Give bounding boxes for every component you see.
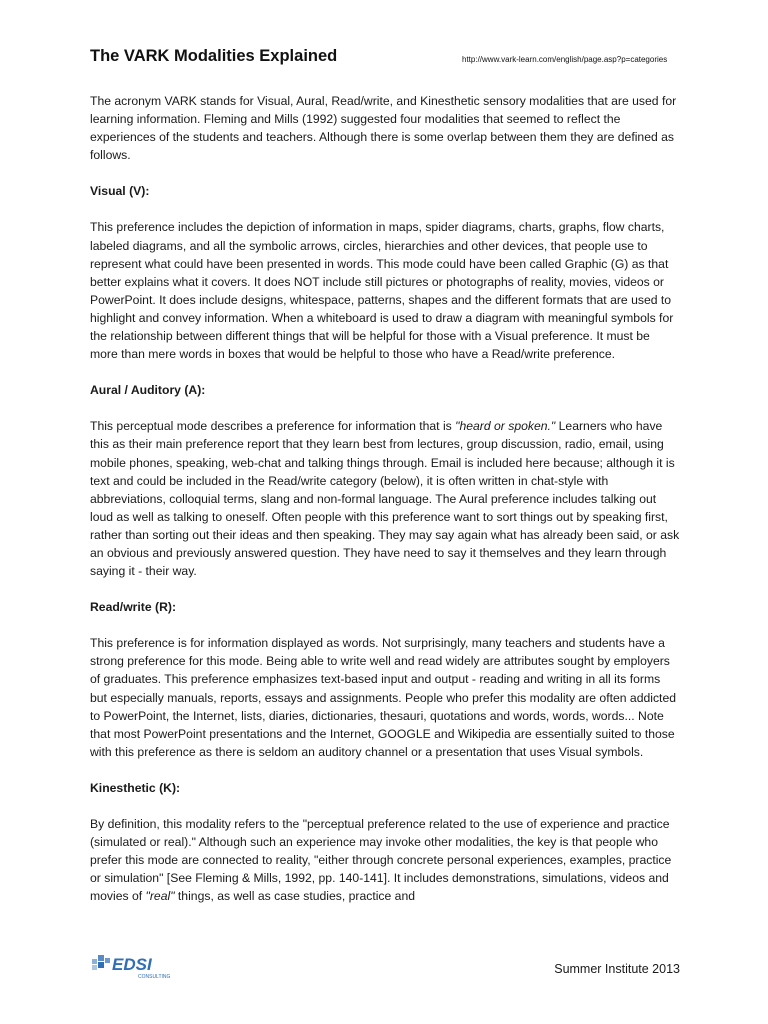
kinesthetic-text-start: By definition, this modality refers to the "perceptual preference related to the use of experience and practice (simulated or real)." Although such an experience may invoke other modalities, the key is that people who prefer this mode are connected to reality, "either through concrete personal experiences, examples, practice or simulation" [See Fleming & Mills, 1992, pp. 140-141]. It includes demonstrations, simulations, videos and movies of: [90, 817, 672, 904]
aural-heading: Aural / Auditory (A):: [90, 383, 206, 398]
readwrite-paragraph: This preference is for information displayed as words. Not surprisingly, many teachers and students have a strong preference for this mode. Being able to write well and read widely are attributes sought by employers of graduates. This preference emphasizes text-based input and output - reading and writing in all its forms but especially manuals, reports, essays and assignments. People who prefer this modality are often addicted to PowerPoint, the Internet, lists, diaries, dictionaries, thesauri, quotations and words, words, words... Note that most PowerPoint presentations and the Internet, GOOGLE and Wikipedia are essentially suited to those with this preference as there is seldom an auditory channel or a presentation that uses Visual symbols.: [90, 636, 676, 759]
logo-subtext: CONSULTING: [138, 974, 171, 979]
page-title: The VARK Modalities Explained: [90, 47, 338, 65]
logo-wordmark: EDSI: [112, 955, 152, 974]
readwrite-heading: Read/write (R):: [90, 600, 176, 615]
aural-text-end: Learners who have this as their main preference report that they learn best from lectures, group discussion, radio, email, using mobile phones, speaking, web-chat and talking things through. Email is included here because; although it is text and could be included in the Read/write category (below), it is often written in chat-style with abbreviations, colloquial terms, slang and non-formal language. The Aural preference includes talking out loud as well as talking to oneself. Often people with this preference want to sort things out by speaking first, rather than sorting out their ideas and then speaking. They may say again what has already been said, or ask an obvious and previously answered question. They have need to say it themselves and they learn through saying it - their way.: [90, 419, 680, 579]
footer-event: Summer Institute 2013: [554, 962, 680, 976]
document-body: [90, 92, 680, 905]
edsi-logo: [92, 953, 192, 979]
visual-heading: Visual (V):: [90, 184, 150, 199]
aural-quote: "heard or spoken.": [455, 419, 556, 434]
kinesthetic-text-end: things, as well as case studies, practice and: [174, 889, 416, 904]
kinesthetic-heading: Kinesthetic (K):: [90, 780, 181, 795]
kinesthetic-paragraph: [90, 815, 680, 905]
aural-text-start: This perceptual mode describes a preference for information that is: [90, 419, 456, 434]
aural-paragraph: [90, 417, 680, 580]
kinesthetic-quote: "real": [145, 889, 175, 904]
source-url: http://www.vark-learn.com/english/page.asp?p=categories: [462, 55, 668, 64]
visual-paragraph: This preference includes the depiction of information in maps, spider diagrams, charts, graphs, flow charts, labeled diagrams, and all the symbolic arrows, circles, hierarchies and other devices, that people use to represent what could have been presented in words. This mode could have been called Graphic (G) as that better explains what it covers. It does NOT include still pictures or photographs of reality, movies, videos or PowerPoint. It does include designs, whitespace, patterns, shapes and the different formats that are used to highlight and convey information. When a whiteboard is used to draw a diagram with meaningful symbols for the relationship between different things that will be helpful for those with a Visual preference. It must be more than mere words in boxes that would be helpful to those who have a Read/write preference.: [90, 220, 674, 362]
intro-paragraph: The acronym VARK stands for Visual, Aural, Read/write, and Kinesthetic sensory modalities that are used for learning information. Fleming and Mills (1992) suggested four modalities that seemed to reflect the experiences of the students and teachers. Although there is some overlap between them they are defined as follows.: [90, 94, 677, 163]
